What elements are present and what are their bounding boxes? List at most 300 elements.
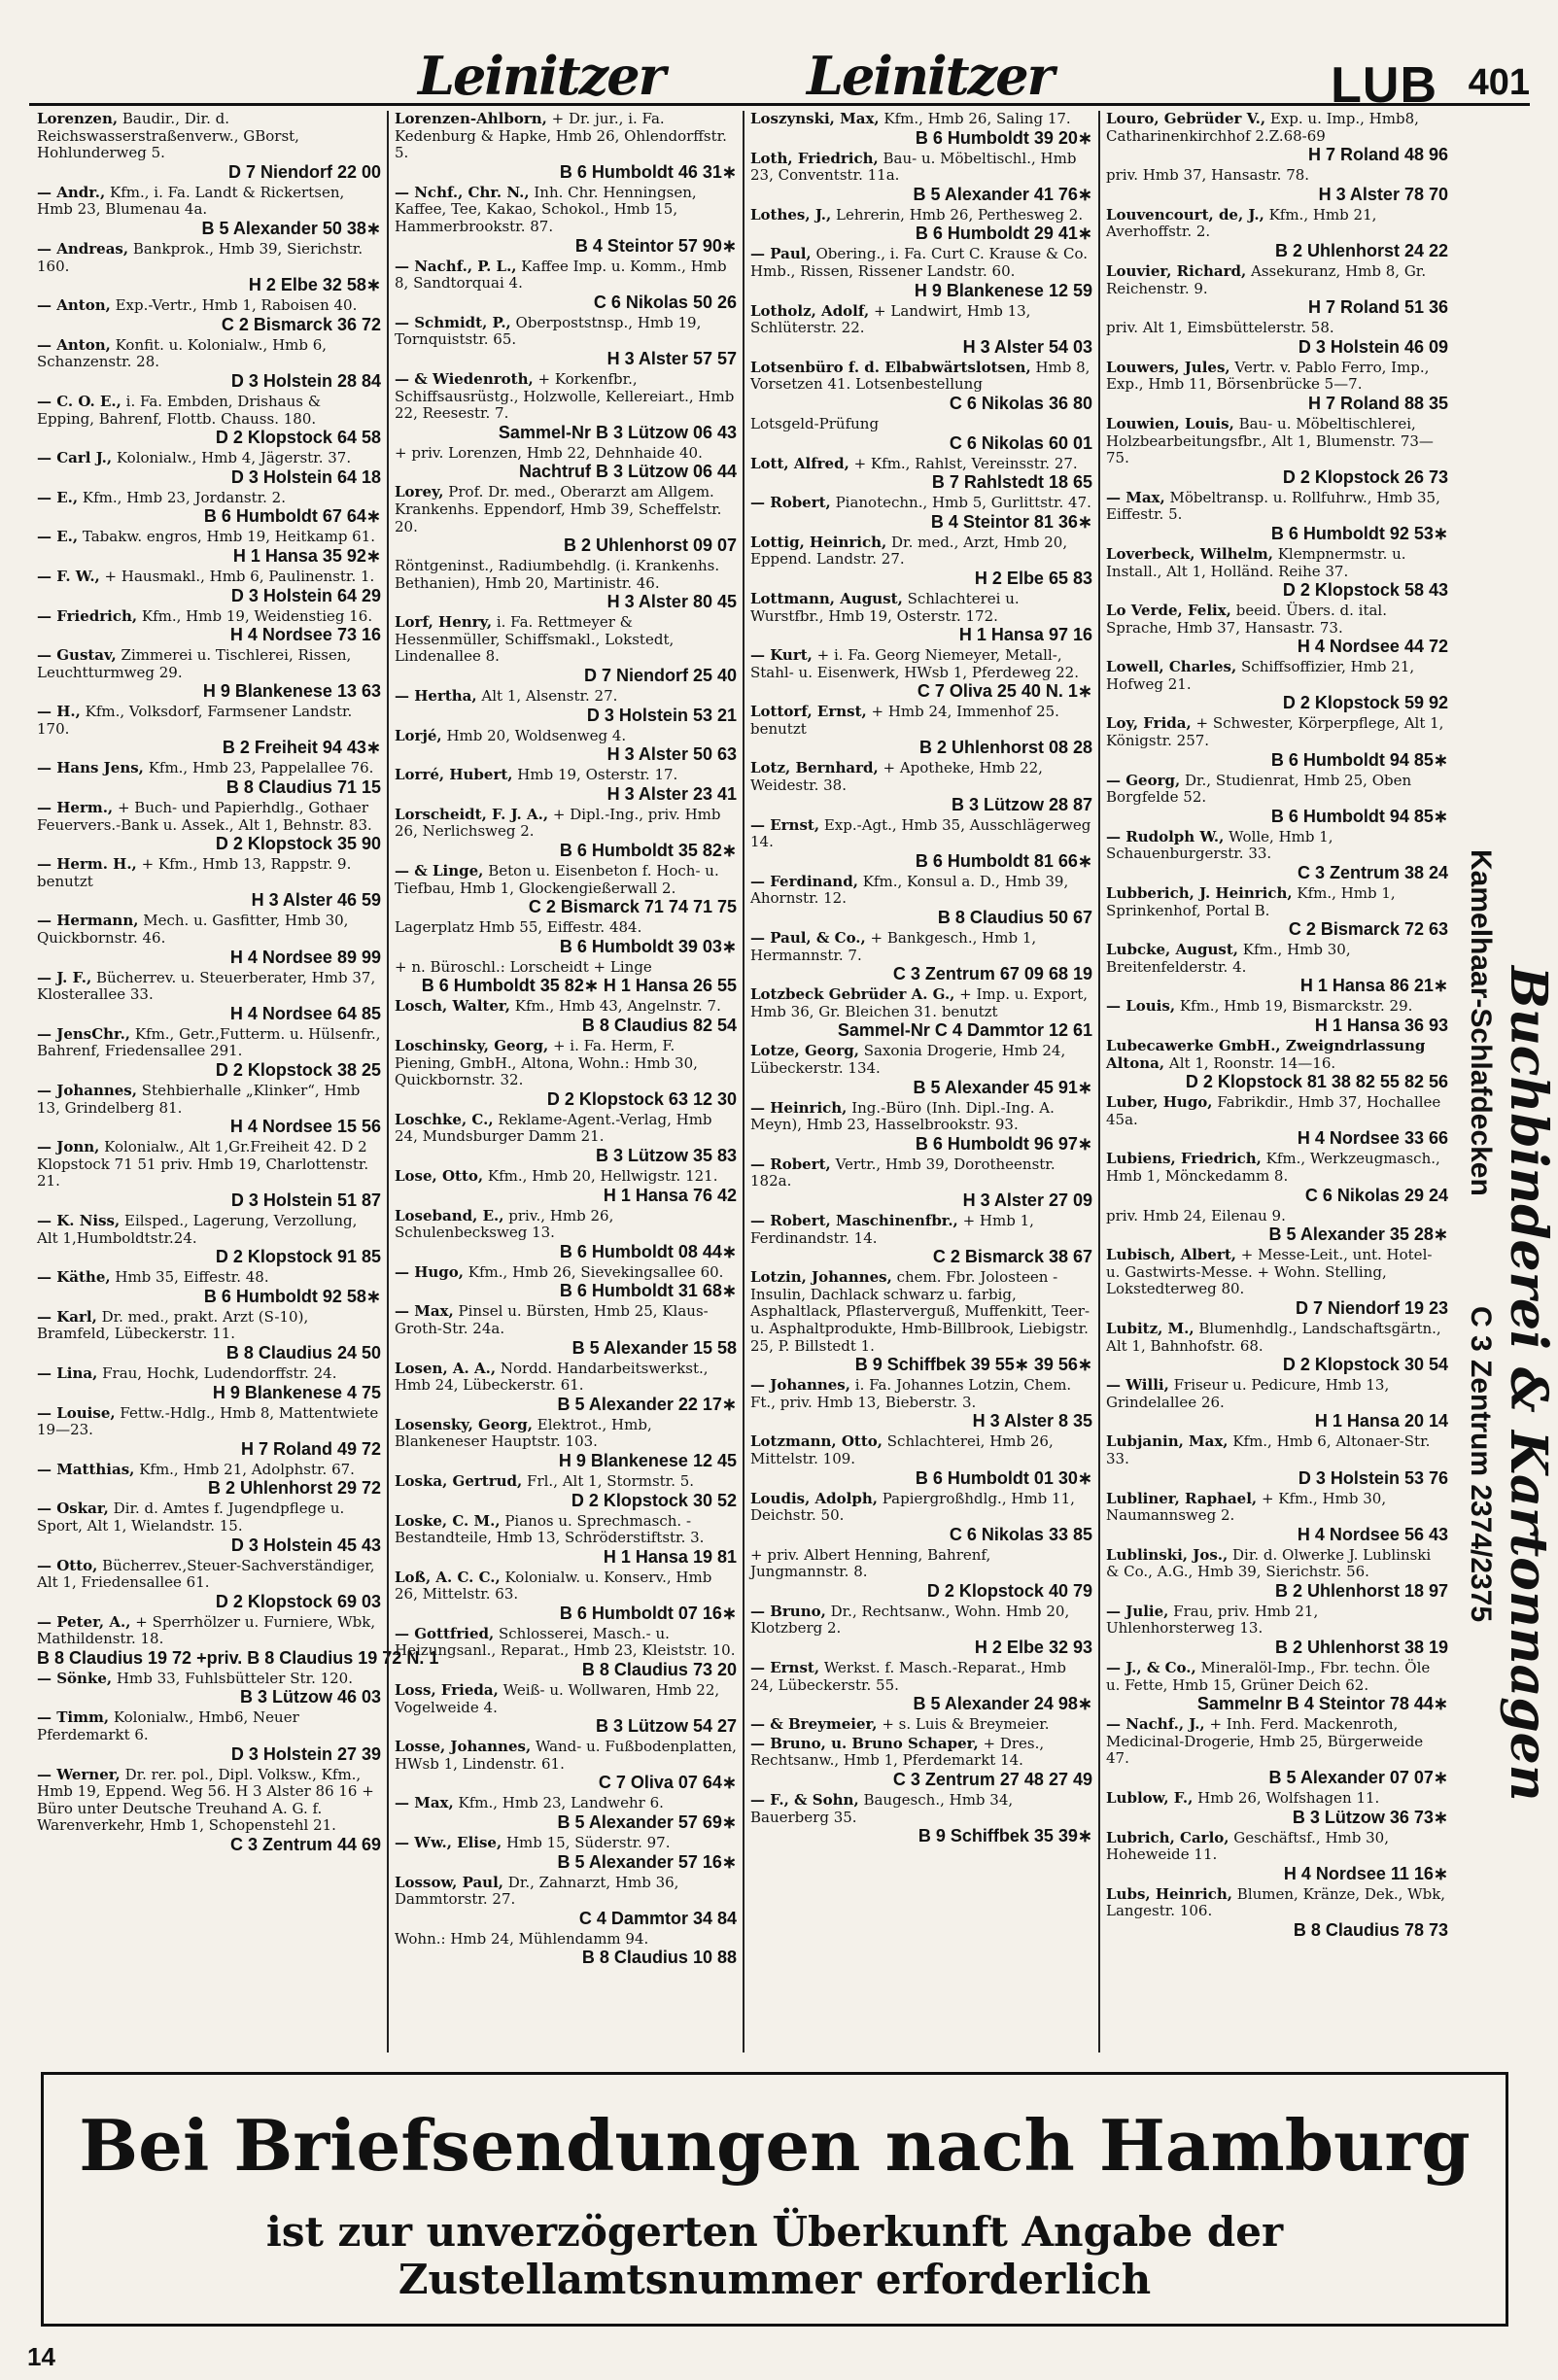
directory-entry (37, 647, 381, 702)
directory-entry (1106, 1660, 1448, 1714)
entry-phone: B 6 Humboldt 31 68∗ (559, 1281, 737, 1301)
entry-details: Frau, priv. Hmb 21, Uhlenhorsterweg 13. (1106, 1602, 1319, 1638)
directory-entry (1106, 715, 1448, 770)
entry-text (37, 1269, 381, 1287)
entry-phone: B 8 Claudius 19 72 +priv. B 8 Claudius 19 72 N. 1 (37, 1647, 439, 1668)
directory-entry (750, 817, 1092, 872)
entry-phone: B 6 Humboldt 92 53∗ (1270, 523, 1448, 543)
entry-text (1106, 603, 1448, 637)
entry-details: Alt 1, Alsenstr. 27. (481, 687, 618, 706)
entry-phone: B 4 Steintor 57 90∗ (574, 235, 737, 256)
entry-details: + Hausmakl., Hmb 6, Paulinenstr. 1. (104, 567, 375, 585)
notice-headline: Bei Briefsendungen nach Hamburg (79, 2104, 1471, 2187)
entry-phone: B 3 Lützow 36 73∗ (1292, 1807, 1448, 1827)
entry-phone: H 3 Alster 80 45 (606, 592, 737, 612)
entry-text (750, 1604, 1092, 1638)
entry-details: Kolonialw., Hmb6, Neuer Pferdemarkt 6. (37, 1708, 299, 1744)
entry-phone: H 1 Hansa 97 16 (958, 625, 1092, 645)
directory-entry (1106, 1716, 1448, 1788)
entry-details: Hmb 15, Süderstr. 97. (505, 1834, 671, 1852)
entry-name: — Paul, (750, 245, 812, 263)
entry-name: Louwers, Jules, (1106, 358, 1230, 376)
entry-phone: B 6 Humboldt 35 82∗ H 1 Hansa 26 55 (421, 976, 737, 996)
directory-entry (395, 1931, 737, 1969)
entry-details: + priv. Lorenzen, Hmb 22, Dehnhaide 40. (395, 443, 703, 462)
entry-text (37, 490, 381, 507)
entry-phone: C 7 Oliva 25 40 N. 1∗ (917, 681, 1092, 702)
entry-phone: C 6 Nikolas 29 24 (1304, 1185, 1448, 1205)
entry-phone: D 2 Klopstock 59 92 (1282, 693, 1448, 713)
entry-text (37, 529, 381, 546)
entry-phone: B 5 Alexander 22 17∗ (557, 1394, 737, 1414)
directory-entry (1106, 1830, 1448, 1884)
entry-details: + Kfm., Rahlst, Vereinsstr. 27. (853, 454, 1078, 472)
entry-details: Bau- u. Möbeltischlerei, Holzbearbeitungsfbr., Alt 1, Blumenstr. 73—75. (1106, 414, 1434, 467)
entry-name: — Timm, (37, 1708, 110, 1727)
entry-details: Kfm., Werkzeugmasch., Hmb 1, Mönckedamm 8. (1106, 1150, 1440, 1185)
entry-details: Dir. d. Olwerke J. Lublinski & Co., A.G., Hmb 39, Sierichstr. 56. (1106, 1545, 1432, 1581)
directory-entry (750, 1660, 1092, 1714)
entry-phone: B 5 Alexander 45 91∗ (913, 1077, 1092, 1097)
directory-entry (395, 1626, 737, 1680)
entry-name: — E., (37, 528, 79, 546)
entry-phone: H 3 Alster 78 70 (1318, 184, 1448, 204)
entry-text (37, 647, 381, 681)
entry-phone: B 5 Alexander 41 76∗ (913, 184, 1092, 204)
entry-text (395, 688, 737, 706)
entry-name: Losensky, Georg, (395, 1415, 533, 1433)
entry-phone: D 2 Klopstock 58 43 (1282, 580, 1448, 601)
entry-text (1106, 320, 1448, 337)
entry-details: Vertr., Hmb 39, Dorotheenstr. 182a. (750, 1155, 1056, 1190)
entry-text (1106, 263, 1448, 297)
entry-text (1106, 360, 1448, 394)
entry-text (750, 416, 1092, 433)
directory-entry (37, 760, 381, 798)
entry-details: + n. Büroschl.: Lorscheidt + Linge (395, 957, 652, 976)
entry-name: Louwien, Louis, (1106, 414, 1234, 432)
entry-text (37, 185, 381, 219)
entry-phone: B 5 Alexander 07 07∗ (1268, 1768, 1448, 1788)
directory-entry (1106, 490, 1448, 544)
entry-phone: B 3 Lützow 54 27 (595, 1716, 737, 1737)
directory-entry (395, 1513, 737, 1568)
entry-phone: B 5 Alexander 57 69∗ (557, 1812, 737, 1833)
entry-name: — Bruno, (750, 1602, 826, 1620)
entry-details: Inh. Chr. Henningsen, Kaffee, Tee, Kakao, Schokol., Hmb 15, Hammerbrookstr. 87. (395, 183, 697, 235)
entry-phone: D 3 Holstein 64 29 (230, 585, 381, 605)
entry-name: — K. Niss, (37, 1211, 121, 1229)
entry-text (750, 111, 1092, 128)
entry-name: — Robert, Maschinenfbr., (750, 1211, 958, 1229)
entry-phone: B 5 Alexander 15 58 (571, 1337, 737, 1358)
entry-text (395, 614, 737, 666)
directory-entry (37, 1405, 381, 1460)
entry-name: Lotzbeck Gebrüder A. G., (750, 985, 955, 1004)
entry-name: — Rudolph W., (1106, 827, 1225, 845)
entry-details: + i. Fa. Herm, F. Piening, GmbH., Altona, Wohn.: Hmb 30, Quickbornstr. 32. (395, 1037, 698, 1089)
entry-details: Kfm., Hmb 1, Sprinkenhof, Portal B. (1106, 884, 1396, 919)
directory-entry (395, 1038, 737, 1110)
directory-entry (750, 535, 1092, 589)
entry-name: Lottorf, Ernst, (750, 703, 867, 721)
directory-entry (395, 1569, 737, 1624)
entry-name: — E., (37, 488, 79, 506)
directory-entry (1106, 1151, 1448, 1205)
entry-name: Luber, Hugo, (1106, 1093, 1213, 1112)
entry-phone: B 2 Uhlenhorst 18 97 (1274, 1580, 1448, 1601)
entry-text (37, 241, 381, 275)
entry-name: Lo Verde, Felix, (1106, 602, 1231, 620)
entry-text (395, 767, 737, 784)
entry-phone: B 3 Lützow 46 03 (239, 1687, 381, 1707)
entry-text (395, 1682, 737, 1716)
directory-entry (750, 986, 1092, 1041)
entry-details: Geschäftsf., Hmb 30, Hoheweide 11. (1106, 1828, 1389, 1864)
entry-details: Hmb 19, Osterstr. 17. (517, 766, 678, 784)
entry-details: Dir. d. Amtes f. Jugendpflege u. Sport, Alt 1, Wielandstr. 15. (37, 1500, 345, 1535)
directory-entry (1106, 1433, 1448, 1488)
entry-phone: D 7 Niendorf 25 40 (583, 666, 737, 686)
entry-text (395, 1112, 737, 1146)
entry-name: Lottig, Heinrich, (750, 533, 887, 551)
entry-phone: B 6 Humboldt 29 41∗ (915, 224, 1092, 244)
entry-name: Loudis, Adolph, (750, 1489, 878, 1507)
entry-phone: H 4 Nordsee 15 56 (229, 1117, 381, 1137)
entry-details: Blumenhdlg., Landschaftsgärtn., Alt 1, Bahnhofstr. 68. (1106, 1319, 1441, 1355)
entry-details: Ing.-Büro (Inh. Dipl.-Ing. A. Meyn), Hmb 23, Hasselbrookstr. 93. (750, 1098, 1055, 1134)
entry-text (37, 1709, 381, 1743)
directory-entry (37, 704, 381, 758)
directory-entry (395, 614, 737, 686)
entry-details: i. Fa. Rettmeyer & Hessenmüller, Schiffsmakl., Lokstedt, Lindenallee 8. (395, 613, 675, 666)
directory-entry (750, 1491, 1092, 1545)
entry-phone: B 6 Humboldt 67 64∗ (203, 506, 381, 527)
notice-banner (41, 2072, 1508, 2327)
entry-name: — Max, (395, 1794, 454, 1812)
entry-details: Kfm., Hmb 30, Breitenfelderstr. 4. (1106, 941, 1351, 976)
entry-text (395, 1513, 737, 1547)
entry-name: — & Linge, (395, 862, 484, 880)
entry-phone: C 6 Nikolas 33 85 (949, 1524, 1092, 1544)
directory-entry (1106, 1247, 1448, 1319)
directory-entry (750, 874, 1092, 928)
entry-name: — Heinrich, (750, 1098, 848, 1117)
entry-text (37, 800, 381, 834)
entry-name: — F. W., (37, 567, 100, 585)
entry-name: Loseband, E., (395, 1206, 504, 1224)
entry-name: Louvier, Richard, (1106, 261, 1247, 280)
entry-name: Lubiens, Friedrich, (1106, 1150, 1262, 1168)
directory-entry (1106, 360, 1448, 414)
entry-details: Prof. Dr. med., Oberarzt am Allgem. Krankenhs. Eppendorf, Hmb 39, Scheffelstr. 20. (395, 483, 722, 535)
entry-name: — Max, (395, 1302, 454, 1321)
entry-details: Werkst. f. Masch.-Reparat., Hmb 24, Lübeckerstr. 55. (750, 1659, 1066, 1694)
entry-details: Hmb 20, Woldsenweg 4. (446, 726, 627, 744)
entry-text (1106, 1094, 1448, 1128)
directory-entry (750, 704, 1092, 758)
entry-name: Lubliner, Raphael, (1106, 1489, 1258, 1507)
directory-entry (1106, 1038, 1448, 1092)
entry-name: — Oskar, (37, 1500, 109, 1518)
entry-details: Schlachterei, Hmb 26, Mittelstr. 109. (750, 1432, 1054, 1467)
entry-phone: B 5 Alexander 35 28∗ (1268, 1224, 1448, 1245)
entry-text (37, 608, 381, 626)
entry-phone: D 2 Klopstock 64 58 (215, 428, 381, 448)
entry-text (1106, 1321, 1448, 1355)
entry-text (1106, 998, 1448, 1016)
entry-phone: Sammel-Nr B 3 Lützow 06 43 (498, 422, 737, 442)
entry-phone: C 2 Bismarck 72 63 (1288, 919, 1448, 940)
entry-phone: B 3 Lützow 35 83 (595, 1145, 737, 1165)
directory-entry (37, 490, 381, 528)
entry-text (750, 456, 1092, 473)
directory-entry (37, 1500, 381, 1555)
entry-phone: D 7 Niendorf 19 23 (1295, 1297, 1448, 1318)
entry-details: + Dr. jur., i. Fa. Kedenburg & Hapke, Hmb 26, Ohlendorffstr. 5. (395, 110, 727, 162)
entry-name: Lotzin, Johannes, (750, 1268, 892, 1287)
directory-entry (1106, 207, 1448, 261)
entry-details: Bankprok., Hmb 39, Sierichstr. 160. (37, 239, 364, 275)
entry-text (395, 863, 737, 897)
entry-text (1106, 1716, 1448, 1768)
entry-name: — Carl J., (37, 449, 113, 467)
entry-details: Klempnermstr. u. Install., Alt 1, Holländ. Reihe 37. (1106, 544, 1406, 580)
entry-name: Lotz, Bernhard, (750, 759, 879, 777)
entry-phone: H 4 Nordsee 33 66 (1297, 1128, 1448, 1149)
directory-entry (750, 303, 1092, 358)
entry-phone: C 2 Bismarck 38 67 (932, 1247, 1092, 1267)
entry-phone: H 1 Hansa 86 21∗ (1299, 976, 1448, 996)
header-rule (29, 103, 1530, 106)
entry-text (395, 1569, 737, 1604)
entry-details: Nordd. Handarbeitswerkst., Hmb 24, Lübeckerstr. 61. (395, 1359, 709, 1395)
entry-details: chem. Fbr. Jolosteen - Insulin, Dachlack schwarz u. farbig, Asphaltlack, Pflasterverguß, Muffenkitt, Teer-u. Asphaltprodukte, Hmb-Billbrook, Liebigstr. 25, P. Billstedt 1. (750, 1268, 1091, 1355)
entry-text (750, 1547, 1092, 1581)
entry-phone: H 1 Hansa 35 92∗ (232, 545, 381, 566)
entry-text (37, 1500, 381, 1535)
entry-details: Exp. u. Imp., Hmb8, Catharinenkirchhof 2.Z.68-69 (1106, 110, 1419, 145)
entry-details: Hmb 33, Fuhlsbütteler Str. 120. (116, 1669, 353, 1687)
entry-details: i. Fa. Johannes Lotzin, Chem. Ft., priv. Hmb 13, Bieberstr. 3. (750, 1376, 1072, 1411)
entry-details: i. Fa. Embden, Drishaus & Epping, Bahrenf, Flottb. Chauss. 180. (37, 392, 322, 428)
entry-text (395, 959, 737, 977)
entry-text (750, 495, 1092, 512)
directory-entry (37, 1709, 381, 1764)
entry-text (37, 1213, 381, 1247)
entry-text (750, 151, 1092, 185)
directory-entry (37, 185, 381, 239)
entry-name: — Andr., (37, 183, 106, 201)
entry-phone: Sammel-Nr C 4 Dammtor 12 61 (837, 1020, 1092, 1041)
entry-name: — Nachf., J., (1106, 1715, 1205, 1734)
entry-phone: D 2 Klopstock 63 12 30 (546, 1088, 737, 1109)
entry-phone: B 6 Humboldt 81 66∗ (915, 850, 1092, 871)
directory-entry (750, 760, 1092, 814)
entry-name: Lublow, F., (1106, 1789, 1194, 1808)
entry-name: — Lina, (37, 1363, 98, 1382)
entry-name: Lorf, Henry, (395, 613, 493, 632)
entry-name: — Herm., (37, 799, 114, 817)
directory-entry (750, 416, 1092, 454)
entry-name: — Louis, (1106, 997, 1176, 1016)
directory-entry (750, 495, 1092, 533)
entry-phone: Sammelnr B 4 Steintor 78 44∗ (1196, 1694, 1448, 1714)
entry-details: Dr. rer. pol., Dipl. Volksw., Kfm., Hmb 19, Eppend. Weg 56. H 3 Alster 86 16 + Büro unter Deutsche Treuhand A. G. f. Warenverkehr, Hmb 1, Schopenstehl 21. (37, 1765, 374, 1835)
directory-entry (395, 959, 737, 997)
entry-phone: D 3 Holstein 53 21 (586, 705, 737, 725)
entry-text (1106, 490, 1448, 524)
entry-text (1106, 546, 1448, 580)
entry-phone: B 9 Schiffbek 39 55∗ 39 56∗ (854, 1355, 1092, 1375)
entry-text (395, 259, 737, 293)
directory-entry (395, 919, 737, 957)
entry-text (750, 1043, 1092, 1077)
entry-phone: H 3 Alster 50 63 (606, 744, 737, 765)
brand-left: Leinitzer (418, 45, 665, 107)
entry-details: Dr., Zahnarzt, Hmb 36, Dammtorstr. 27. (395, 1873, 679, 1909)
entry-name: Lotsenbüro f. d. Elbabwärtslotsen, (750, 358, 1031, 376)
entry-details: + Hmb 1, Ferdinandstr. 14. (750, 1211, 1034, 1247)
directory-entry (395, 445, 737, 483)
brand-right: Leinitzer (807, 45, 1054, 107)
entry-phone: H 2 Elbe 32 93 (974, 1638, 1092, 1658)
entry-text (750, 1156, 1092, 1190)
entry-phone: B 5 Alexander 24 98∗ (913, 1694, 1092, 1714)
entry-phone: D 3 Holstein 53 76 (1298, 1467, 1448, 1488)
entry-text (395, 1739, 737, 1773)
entry-text (395, 111, 737, 162)
entry-details: priv., Hmb 26, Schulenbecksweg 13. (395, 1206, 614, 1242)
entry-text (750, 303, 1092, 337)
entry-phone: B 6 Humboldt 96 97∗ (915, 1133, 1092, 1154)
entry-details: Schlachterei u. Wurstfbr., Hmb 19, Osterstr. 172. (750, 589, 1020, 625)
entry-details: priv. Hmb 24, Eilenau 9. (1106, 1206, 1286, 1224)
entry-text (395, 998, 737, 1016)
entry-name: Lubberich, J. Heinrich, (1106, 884, 1293, 903)
directory-entry (395, 1875, 737, 1929)
directory-entry (1106, 998, 1448, 1036)
entry-text (395, 919, 737, 937)
entry-text (395, 1361, 737, 1395)
entry-phone: B 8 Claudius 73 20 (581, 1660, 737, 1680)
entry-phone: B 2 Uhlenhorst 08 28 (918, 738, 1092, 758)
entry-name: Lose, Otto, (395, 1166, 484, 1185)
entry-text (750, 986, 1092, 1020)
entry-name: — Peter, A., (37, 1612, 131, 1631)
entry-details: + Landwirt, Hmb 13, Schlüterstr. 22. (750, 301, 1031, 337)
column-2 (387, 111, 743, 2052)
entry-phone: H 4 Nordsee 89 99 (229, 947, 381, 967)
directory-entry (1106, 1208, 1448, 1246)
page-header (29, 27, 1530, 114)
entry-details: Kaffee Imp. u. Komm., Hmb 8, Sandtorquai 4. (395, 257, 727, 293)
entry-details: Wand- u. Fußbodenplatten, HWsb 1, Lindenstr. 61. (395, 1738, 737, 1773)
entry-name: — Ernst, (750, 815, 820, 834)
directory-entry (37, 913, 381, 967)
entry-phone: D 3 Holstein 27 39 (230, 1743, 381, 1764)
entry-text (1106, 1208, 1448, 1225)
entry-phone: C 3 Zentrum 44 69 (229, 1835, 381, 1855)
entry-details: Kfm., Hmb 19, Weidenstieg 16. (141, 606, 373, 625)
directory-entry (395, 1739, 737, 1793)
entry-details: + Hmb 24, Immenhof 25. benutzt (750, 703, 1059, 738)
entry-phone: D 2 Klopstock 38 25 (215, 1060, 381, 1080)
entry-details: + Dres., Rechtsanw., Hmb 1, Pferdemarkt 14. (750, 1734, 1045, 1770)
entry-text (750, 1269, 1092, 1355)
entry-phone: H 9 Blankenese 13 63 (202, 681, 381, 702)
entry-phone: C 6 Nikolas 60 01 (949, 432, 1092, 453)
entry-name: — Otto, (37, 1556, 98, 1574)
directory-entry (1106, 1321, 1448, 1375)
entry-name: Lorenzen-Ahlborn, (395, 110, 547, 127)
entry-details: + Sperrhölzer u. Furniere, Wbk, Mathildenstr. 18. (37, 1612, 376, 1648)
directory-entry (37, 1309, 381, 1363)
entry-name: Loverbeck, Wilhelm, (1106, 544, 1273, 563)
entry-details: Frau, Hochk, Ludendorffstr. 24. (102, 1363, 337, 1382)
entry-text (750, 930, 1092, 964)
sidebar-ad-center-text: Buchbinderei & Kartonnagen (1499, 966, 1558, 1802)
directory-entry (1106, 167, 1448, 205)
entry-name: — J. F., (37, 968, 92, 986)
directory-entry (1106, 320, 1448, 358)
entry-details: Lagerplatz Hmb 55, Eiffestr. 484. (395, 918, 642, 937)
directory-entry (750, 930, 1092, 984)
entry-details: Möbeltransp. u. Rollfuhrw., Hmb 35, Eiffestr. 5. (1106, 488, 1440, 524)
entry-name: Loszynski, Max, (750, 110, 880, 127)
entry-text (1106, 1830, 1448, 1864)
entry-details: Dr., Studienrat, Hmb 25, Oben Borgfelde 52. (1106, 771, 1412, 807)
entry-name: — Schmidt, P., (395, 313, 511, 331)
entry-text (1106, 1491, 1448, 1525)
entry-text (395, 1038, 737, 1089)
directory-entry (750, 111, 1092, 149)
entry-phone: C 2 Bismarck 71 74 71 75 (528, 897, 737, 917)
entry-details: beeid. Übers. d. ital. Sprache, Hmb 37, Hansastr. 73. (1106, 602, 1387, 637)
entry-name: — Hans Jens, (37, 759, 144, 777)
entry-name: Loy, Frida, (1106, 714, 1192, 733)
directory-entry (37, 856, 381, 911)
entry-name: — Nchf., Chr. N., (395, 183, 530, 201)
directory-entry (395, 315, 737, 369)
entry-name: — Louise, (37, 1403, 116, 1422)
entry-phone: B 8 Claudius 78 73 (1293, 1920, 1448, 1940)
entry-details: Tabakw. engros, Hmb 19, Heitkamp 61. (82, 528, 376, 546)
entry-text (750, 817, 1092, 851)
entry-name: — Georg, (1106, 771, 1181, 789)
directory-entry (1106, 1790, 1448, 1828)
directory-entry (395, 688, 737, 726)
directory-entry (37, 1213, 381, 1267)
entry-name: — Kurt, (750, 646, 813, 665)
entry-details: Hmb 8, Vorsetzen 41. Lotsenbestellung (750, 358, 1091, 394)
entry-name: — Johannes, (37, 1082, 137, 1099)
entry-name: — Max, (1106, 488, 1165, 506)
entry-text (750, 1736, 1092, 1770)
entry-details: Dr., Rechtsanw., Wohn. Hmb 20, Klotzberg 2. (750, 1602, 1070, 1638)
entry-phone: B 6 Humboldt 94 85∗ (1270, 806, 1448, 826)
entry-phone: B 6 Humboldt 39 20∗ (915, 127, 1092, 148)
footer-code: 14 (27, 2342, 55, 2371)
entry-name: — Ernst, (750, 1659, 820, 1677)
directory-entry (395, 1208, 737, 1262)
entry-phone: H 2 Elbe 32 58∗ (248, 275, 381, 295)
entry-phone: H 3 Alster 54 03 (962, 336, 1092, 357)
directory-entry (750, 591, 1092, 645)
sidebar-ad-left-text: C 3 Zentrum 2374/2375 (1465, 1306, 1497, 1623)
entry-name: — Friedrich, (37, 606, 138, 625)
entry-details: Kfm., Konsul a. D., Hmb 39, Ahornstr. 12. (750, 872, 1069, 908)
